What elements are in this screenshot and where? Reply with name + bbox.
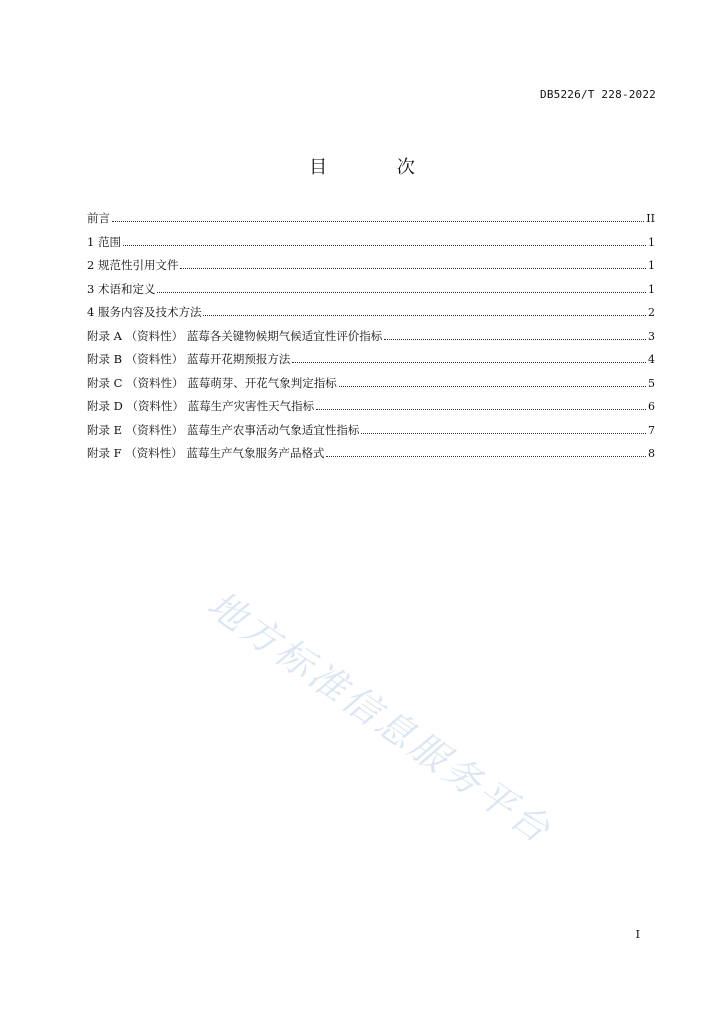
toc-entry-page: 8 [648, 447, 655, 460]
toc-leader-dots [316, 409, 646, 410]
toc-entry-page: 6 [648, 400, 655, 413]
toc-entry-appendix-b[interactable] [87, 351, 655, 375]
watermark-text: 地方标准信息服务平台 [199, 582, 561, 854]
toc-entry-label: 1 范围 [87, 234, 121, 249]
toc-entry-label: 4 服务内容及技术方法 [87, 305, 202, 319]
toc-entry-page: 2 [648, 306, 655, 319]
toc-entry-label: 3 术语和定义 [87, 281, 156, 296]
toc-entry-scope[interactable] [87, 234, 655, 258]
toc-entry-label: 附录 D （资料性） 蓝莓生产灾害性天气指标 [87, 399, 315, 413]
toc-entry-page: 4 [648, 353, 655, 366]
toc-entry-terms-definitions[interactable] [87, 281, 655, 305]
toc-entry-foreword[interactable] [87, 210, 655, 234]
toc-title: 目 次 [309, 157, 447, 178]
toc-entry-service-content[interactable] [87, 304, 655, 328]
toc-entry-label: 附录 A （资料性） 蓝莓各关键物候期气候适宜性评价指标 [87, 328, 383, 343]
toc-entry-label: 附录 C （资料性） 蓝莓萌芽、开花气象判定指标 [87, 375, 337, 390]
toc-leader-dots [157, 292, 646, 293]
toc-leader-dots [384, 339, 646, 340]
toc-leader-dots [112, 221, 644, 222]
toc-entry-appendix-a[interactable] [87, 328, 655, 352]
toc-entry-page: 1 [648, 282, 655, 296]
toc-entry-appendix-f[interactable] [87, 445, 655, 469]
toc-entry-label: 附录 F （资料性） 蓝莓生产气象服务产品格式 [87, 446, 325, 460]
toc-entry-page: 7 [648, 423, 655, 437]
toc-entry-normative-references[interactable] [87, 257, 655, 281]
toc-entry-page: 3 [648, 329, 655, 343]
toc-entry-label: 附录 E （资料性） 蓝莓生产农事活动气象适宜性指标 [87, 422, 360, 437]
toc-entry-page: 1 [648, 259, 655, 272]
toc-entry-label: 附录 B （资料性） 蓝莓开花期预报方法 [87, 352, 291, 366]
toc-entry-appendix-e[interactable] [87, 422, 655, 446]
toc-list [87, 210, 655, 469]
toc-entry-appendix-d[interactable] [87, 398, 655, 422]
toc-leader-dots [339, 386, 646, 387]
toc-leader-dots [123, 245, 646, 246]
toc-entry-page: 5 [648, 376, 655, 390]
toc-entry-label: 2 规范性引用文件 [87, 258, 179, 272]
toc-leader-dots [326, 456, 646, 457]
toc-entry-label: 前言 [87, 211, 110, 225]
document-code: DB5226/T 228-2022 [540, 88, 656, 101]
toc-leader-dots [361, 433, 646, 434]
toc-leader-dots [180, 268, 646, 269]
toc-entry-appendix-c[interactable] [87, 375, 655, 399]
toc-entry-page: II [646, 212, 655, 225]
toc-leader-dots [203, 315, 646, 316]
toc-entry-page: 1 [648, 235, 655, 249]
page-number: I [635, 928, 640, 941]
toc-leader-dots [292, 362, 646, 363]
